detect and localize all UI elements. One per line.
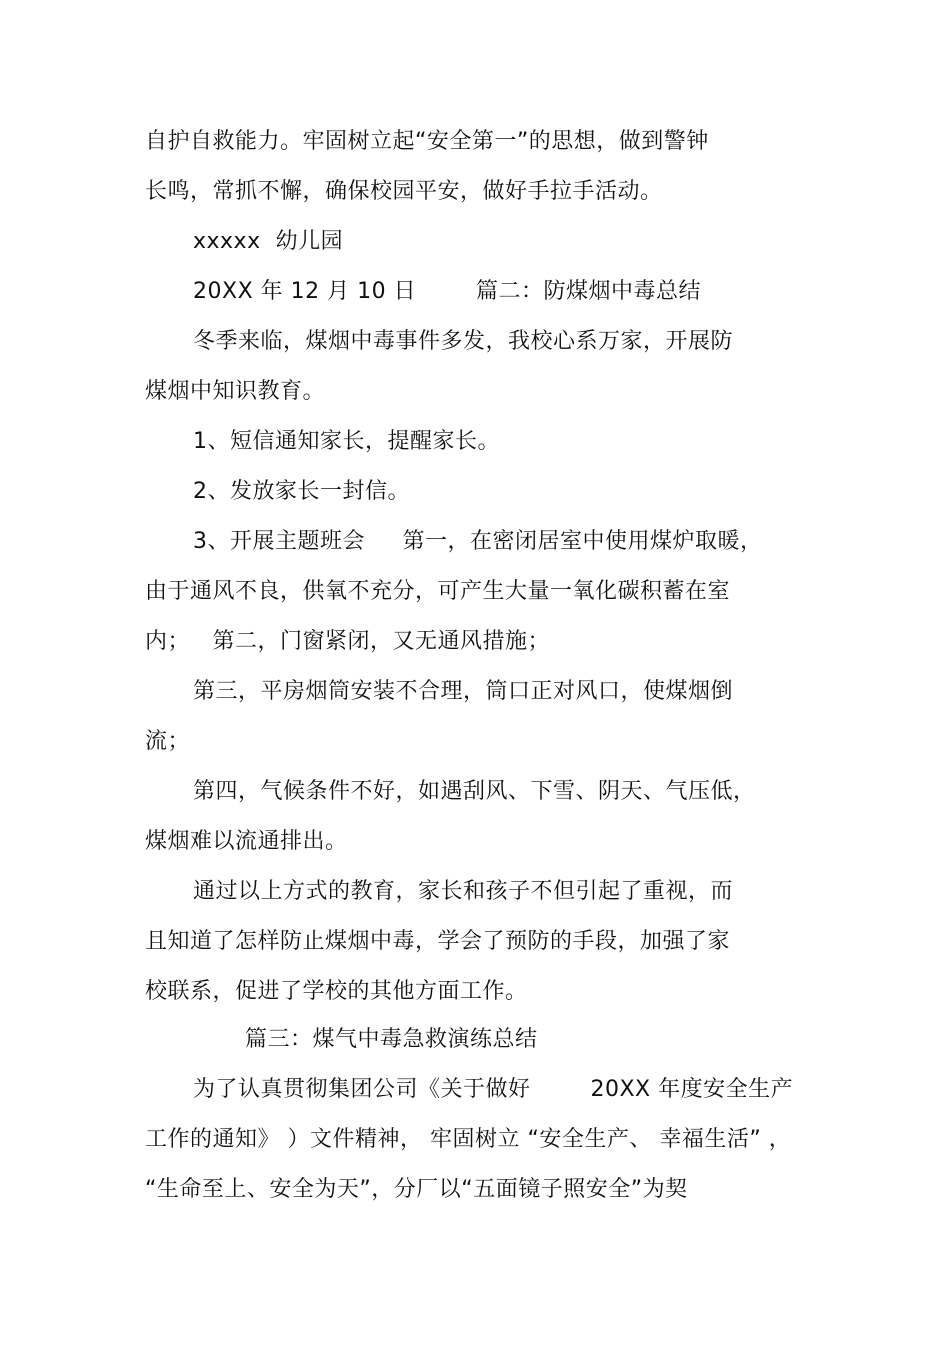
text-line-4: 20XX 年 12 月 10 日 篇二：防煤烟中毒总结 bbox=[193, 279, 702, 304]
text-line-3: xxxxx 幼儿园 bbox=[193, 229, 344, 254]
text-line-1: 自护自救能力。牢固树立起“安全第一”的思想，做到警钟 bbox=[145, 129, 709, 154]
text-line-11: 内； 第二，门窗紧闭，又无通风措施； bbox=[145, 629, 550, 654]
text-line-8: 2、发放家长一封信。 bbox=[193, 479, 410, 504]
text-line-22: “生命至上、安全为天”，分厂以“五面镜子照安全”为契 bbox=[145, 1177, 688, 1202]
text-line-7: 1、短信通知家长，提醒家长。 bbox=[193, 429, 500, 454]
text-line-13: 流； bbox=[145, 729, 191, 754]
text-line-10: 由于通风不良，供氧不充分，可产生大量一氧化碳积蓄在室 bbox=[145, 579, 731, 604]
text-line-20: 为了认真贯彻集团公司《关于做好 20XX 年度安全生产 bbox=[193, 1077, 794, 1102]
text-line-9: 3、开展主题班会 第一，在密闭居室中使用煤炉取暖， bbox=[193, 529, 763, 554]
text-line-6: 煤烟中知识教育。 bbox=[145, 379, 326, 404]
text-line-18: 校联系，促进了学校的其他方面工作。 bbox=[145, 979, 528, 1004]
text-line-2: 长鸣，常抓不懈，确保校园平安，做好手拉手活动。 bbox=[145, 179, 663, 204]
text-line-17: 且知道了怎样防止煤烟中毒，学会了预防的手段，加强了家 bbox=[145, 929, 731, 954]
text-line-12: 第三，平房烟筒安装不合理，筒口正对风口，使煤烟倒 bbox=[193, 679, 734, 704]
text-line-14: 第四，气候条件不好，如遇刮风、下雪、阴天、气压低， bbox=[193, 779, 756, 804]
section-heading-3: 篇三：煤气中毒急救演练总结 bbox=[245, 1027, 538, 1052]
text-line-15: 煤烟难以流通排出。 bbox=[145, 829, 348, 854]
text-line-5: 冬季来临，煤烟中毒事件多发，我校心系万家，开展防 bbox=[193, 329, 734, 354]
text-line-16: 通过以上方式的教育，家长和孩子不但引起了重视，而 bbox=[193, 879, 734, 904]
text-line-21: 工作的通知》 ）文件精神， 牢固树立 “安全生产、 幸福生活” ， bbox=[145, 1127, 792, 1152]
